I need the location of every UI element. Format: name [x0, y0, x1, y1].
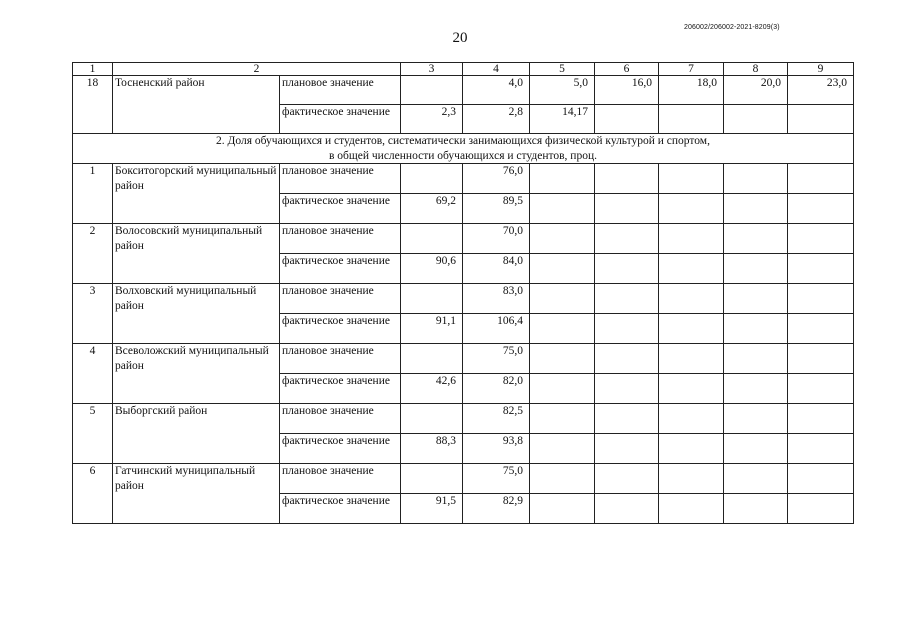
table-row — [73, 464, 854, 494]
value-cell: 70,0 — [463, 224, 530, 254]
value-cell — [788, 314, 854, 344]
value-cell: 93,8 — [463, 434, 530, 464]
value-cell — [724, 464, 788, 494]
value-cell — [724, 105, 788, 134]
value-cell — [595, 404, 659, 434]
value-cell — [595, 194, 659, 224]
row-index: 2 — [73, 224, 113, 284]
value-cell — [724, 254, 788, 284]
value-cell — [659, 105, 724, 134]
row-index: 18 — [73, 76, 113, 134]
value-cell — [530, 404, 595, 434]
value-cell — [595, 224, 659, 254]
value-cell — [788, 284, 854, 314]
value-cell — [788, 494, 854, 524]
table-row — [73, 284, 854, 314]
header-cell: 2 — [113, 63, 401, 76]
value-cell — [595, 284, 659, 314]
value-cell — [724, 374, 788, 404]
value-cell — [530, 224, 595, 254]
value-type-label: фактическое значение — [280, 494, 401, 524]
value-cell: 76,0 — [463, 164, 530, 194]
value-cell — [401, 404, 463, 434]
value-type-label: плановое значение — [280, 344, 401, 374]
value-cell — [788, 105, 854, 134]
value-cell — [724, 434, 788, 464]
value-type-label: плановое значение — [280, 464, 401, 494]
value-cell: 88,3 — [401, 434, 463, 464]
value-cell — [530, 284, 595, 314]
section-heading-line: 2. Доля обучающихся и студентов, систематически занимающихся физической культурой и спортом, — [216, 135, 710, 147]
district-name: Бокситогорский муниципальный район — [113, 164, 280, 224]
value-cell — [659, 254, 724, 284]
value-cell — [530, 494, 595, 524]
section-heading-row — [73, 134, 854, 164]
table-row — [73, 164, 854, 194]
value-type-label: плановое значение — [280, 404, 401, 434]
value-cell — [595, 314, 659, 344]
value-cell — [659, 194, 724, 224]
value-cell: 82,9 — [463, 494, 530, 524]
header-cell: 9 — [788, 63, 854, 76]
value-type-label: фактическое значение — [280, 254, 401, 284]
value-cell — [659, 344, 724, 374]
value-cell: 82,5 — [463, 404, 530, 434]
value-cell: 2,8 — [463, 105, 530, 134]
value-cell: 5,0 — [530, 76, 595, 105]
value-cell — [595, 494, 659, 524]
value-cell: 84,0 — [463, 254, 530, 284]
value-cell — [401, 284, 463, 314]
indicator-table — [72, 62, 854, 524]
value-cell — [724, 404, 788, 434]
value-type-label: фактическое значение — [280, 434, 401, 464]
value-cell — [659, 494, 724, 524]
value-cell — [724, 224, 788, 254]
value-cell — [788, 254, 854, 284]
value-cell — [530, 314, 595, 344]
value-cell — [659, 224, 724, 254]
table-row — [73, 76, 854, 105]
row-index: 5 — [73, 404, 113, 464]
value-cell: 90,6 — [401, 254, 463, 284]
section-heading-line: в общей численности обучающихся и студентов, проц. — [328, 149, 597, 162]
district-name: Тосненский район — [113, 76, 280, 134]
district-name: Волховский муниципальный район — [113, 284, 280, 344]
value-cell: 82,0 — [463, 374, 530, 404]
section-heading — [73, 134, 854, 164]
header-cell: 5 — [530, 63, 595, 76]
value-cell: 91,5 — [401, 494, 463, 524]
row-index: 4 — [73, 344, 113, 404]
district-name: Гатчинский муниципальный район — [113, 464, 280, 524]
value-cell — [401, 344, 463, 374]
value-cell — [724, 194, 788, 224]
district-name: Выборгский район — [113, 404, 280, 464]
header-cell: 7 — [659, 63, 724, 76]
value-cell — [659, 284, 724, 314]
value-cell — [788, 404, 854, 434]
value-cell — [724, 494, 788, 524]
value-cell — [788, 434, 854, 464]
value-cell: 16,0 — [595, 76, 659, 105]
header-cell: 3 — [401, 63, 463, 76]
value-cell: 89,5 — [463, 194, 530, 224]
value-cell — [595, 434, 659, 464]
value-cell — [659, 404, 724, 434]
row-index: 3 — [73, 284, 113, 344]
district-name: Волосовский муниципальный район — [113, 224, 280, 284]
value-type-label: плановое значение — [280, 76, 401, 105]
value-cell: 42,6 — [401, 374, 463, 404]
row-index: 1 — [73, 164, 113, 224]
value-type-label: фактическое значение — [280, 105, 401, 134]
value-type-label: фактическое значение — [280, 314, 401, 344]
value-cell — [788, 374, 854, 404]
value-cell — [788, 194, 854, 224]
table-row — [73, 404, 854, 434]
value-cell — [788, 464, 854, 494]
value-cell: 4,0 — [463, 76, 530, 105]
value-cell: 14,17 — [530, 105, 595, 134]
value-cell — [530, 164, 595, 194]
value-cell — [788, 344, 854, 374]
value-cell: 69,2 — [401, 194, 463, 224]
value-cell — [595, 105, 659, 134]
value-cell — [724, 344, 788, 374]
value-cell: 91,1 — [401, 314, 463, 344]
page-number: 20 — [452, 30, 468, 46]
value-cell — [659, 464, 724, 494]
value-cell — [530, 344, 595, 374]
value-cell: 106,4 — [463, 314, 530, 344]
header-row — [73, 63, 854, 76]
value-cell — [530, 434, 595, 464]
value-cell — [401, 164, 463, 194]
value-cell — [401, 224, 463, 254]
value-type-label: плановое значение — [280, 224, 401, 254]
value-cell — [595, 464, 659, 494]
value-cell: 18,0 — [659, 76, 724, 105]
value-cell — [401, 76, 463, 105]
value-cell: 75,0 — [463, 464, 530, 494]
value-cell — [530, 254, 595, 284]
value-type-label: фактическое значение — [280, 194, 401, 224]
value-type-label: плановое значение — [280, 164, 401, 194]
value-cell: 23,0 — [788, 76, 854, 105]
value-cell — [659, 164, 724, 194]
district-name: Всеволожский муниципальный район — [113, 344, 280, 404]
header-cell: 8 — [724, 63, 788, 76]
value-cell — [788, 164, 854, 194]
value-cell — [659, 434, 724, 464]
header-cell: 1 — [73, 63, 113, 76]
value-cell — [724, 164, 788, 194]
value-cell — [530, 194, 595, 224]
document-code: 206002/206002-2021-8209(3) — [684, 24, 780, 31]
value-cell: 20,0 — [724, 76, 788, 105]
value-cell: 75,0 — [463, 344, 530, 374]
value-cell — [530, 464, 595, 494]
value-cell — [595, 374, 659, 404]
value-cell — [724, 284, 788, 314]
header-cell: 6 — [595, 63, 659, 76]
header-cell: 4 — [463, 63, 530, 76]
value-cell — [595, 254, 659, 284]
value-cell — [659, 314, 724, 344]
table-row — [73, 344, 854, 374]
value-cell — [788, 224, 854, 254]
value-cell — [401, 464, 463, 494]
value-cell — [595, 344, 659, 374]
value-cell — [530, 374, 595, 404]
value-cell: 2,3 — [401, 105, 463, 134]
table-row — [73, 224, 854, 254]
value-cell — [659, 374, 724, 404]
value-cell — [724, 314, 788, 344]
row-index: 6 — [73, 464, 113, 524]
value-cell: 83,0 — [463, 284, 530, 314]
value-cell — [595, 164, 659, 194]
value-type-label: плановое значение — [280, 284, 401, 314]
value-type-label: фактическое значение — [280, 374, 401, 404]
